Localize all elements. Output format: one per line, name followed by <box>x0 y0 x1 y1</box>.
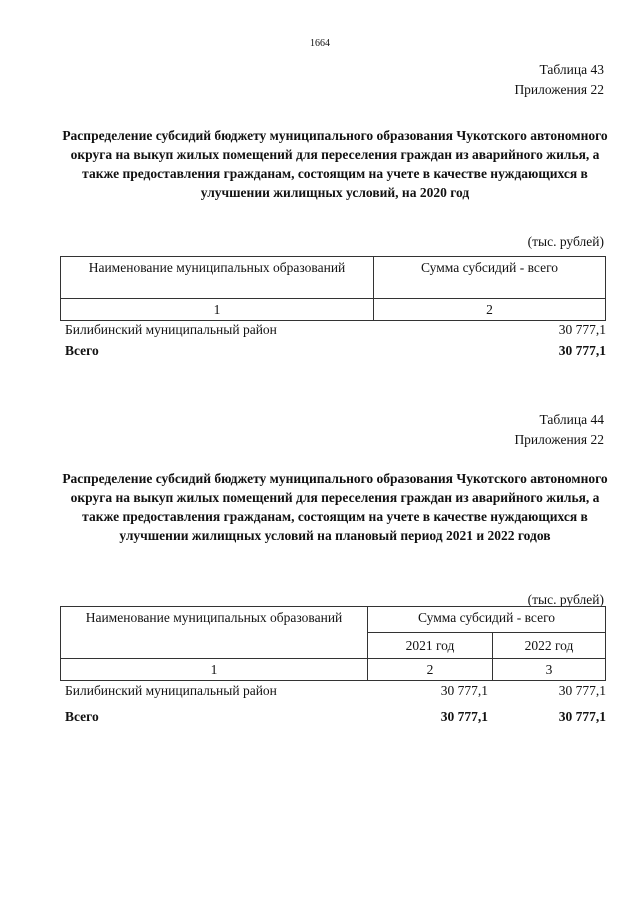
table44-units: (тыс. рублей) <box>527 592 604 607</box>
table44-row-2022: 30 777,1 <box>558 683 606 698</box>
table43-units: (тыс. рублей) <box>527 234 604 249</box>
table43-total-row <box>65 343 606 361</box>
table44-total-2022: 30 777,1 <box>558 709 606 724</box>
table43-total-value: 30 777,1 <box>558 343 606 358</box>
table43 <box>60 256 606 321</box>
table44-header-name: Наименование муниципальных образований <box>61 607 368 659</box>
table44-total-label: Всего <box>65 709 99 724</box>
table43-colnum-1: 1 <box>61 299 374 321</box>
table44-colnum-2: 2 <box>368 659 493 681</box>
table44-caption <box>514 410 604 450</box>
table43-row-total: 30 777,1 <box>558 322 606 337</box>
table44-row-name: Билибинский муниципальный район <box>65 683 277 698</box>
table44-label: Таблица 44 <box>539 412 604 427</box>
table44-total-row <box>65 709 606 727</box>
table43-row <box>65 322 606 340</box>
table44-subheader-2022: 2022 год <box>493 633 606 659</box>
table43-appendix: Приложения 22 <box>514 82 604 97</box>
table44-colnum-3: 3 <box>493 659 606 681</box>
table44-row-2021: 30 777,1 <box>440 683 488 698</box>
table44-row <box>65 683 606 701</box>
table44-total-2021: 30 777,1 <box>440 709 488 724</box>
table44-subheader-2021: 2021 год <box>368 633 493 659</box>
table43-title: Распределение субсидий бюджету муниципального образования Чукотского автономного округа на выкуп жилых помещений для переселения граждан из аварийного жилья, а также предоставления гражданам, состоящим на учете в качестве нуждающихся в улучшении жилищных условий, на 2020 год <box>62 128 608 200</box>
table43-label: Таблица 43 <box>539 62 604 77</box>
table43-header-total: Сумма субсидий - всего <box>374 257 606 299</box>
table43-total-label: Всего <box>65 343 99 358</box>
page-number: 1664 <box>310 38 330 49</box>
table44-title: Распределение субсидий бюджету муниципального образования Чукотского автономного округа на выкуп жилых помещений для переселения граждан из аварийного жилья, а также предоставления гражданам, состоящим на учете в качестве нуждающихся в улучшении жилищных условий на плановый период 2021 и 2022 годов <box>62 471 608 543</box>
table43-caption <box>514 60 604 100</box>
table44-colnum-1: 1 <box>61 659 368 681</box>
table43-colnum-2: 2 <box>374 299 606 321</box>
table43-row-name: Билибинский муниципальный район <box>65 322 277 337</box>
table44-appendix: Приложения 22 <box>514 432 604 447</box>
table44-header-total: Сумма субсидий - всего <box>368 607 606 633</box>
table44 <box>60 606 606 681</box>
table43-header-name: Наименование муниципальных образований <box>61 257 374 299</box>
